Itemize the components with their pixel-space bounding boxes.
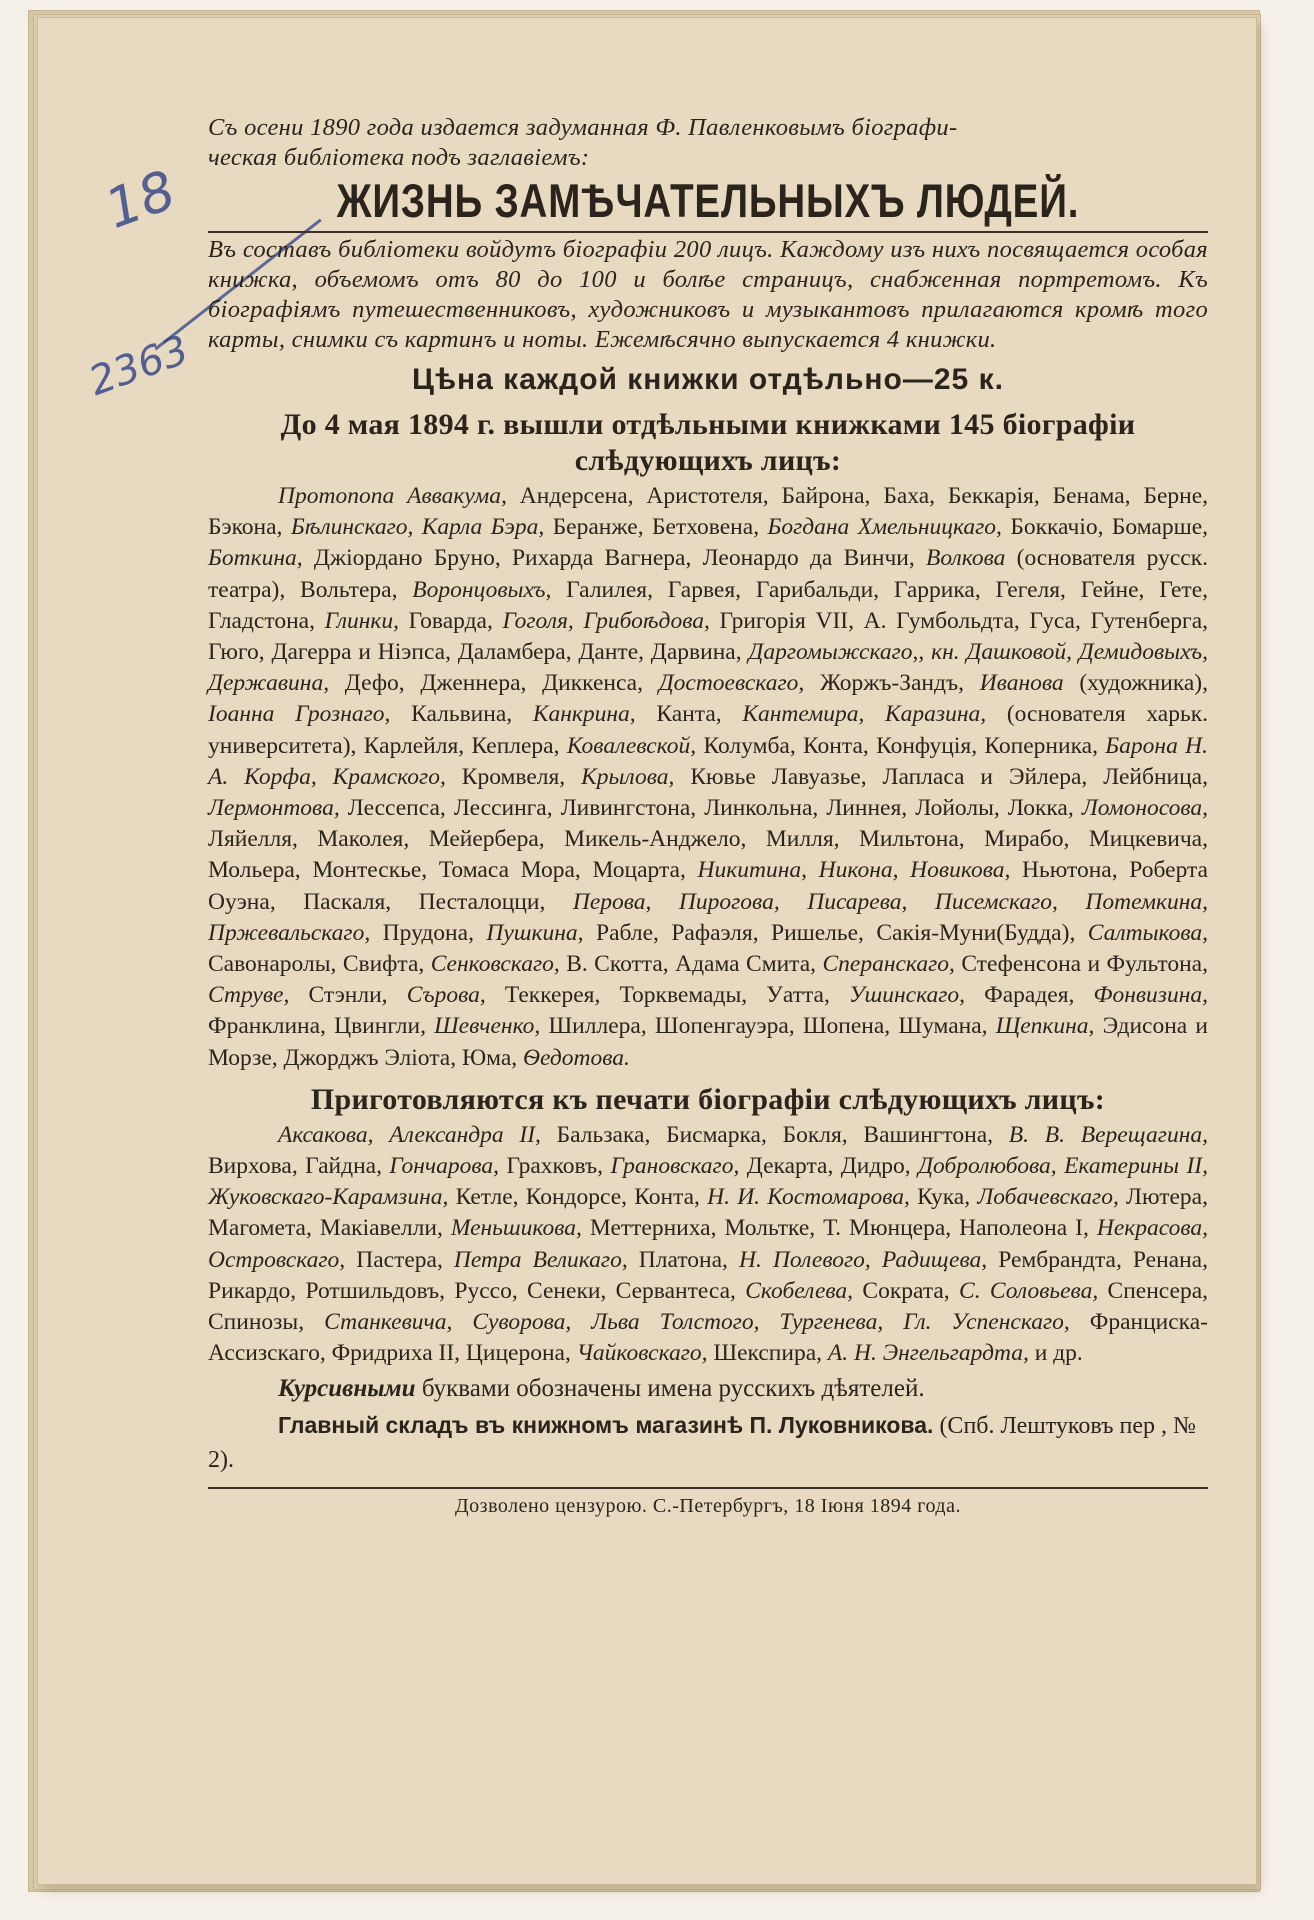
title-rule <box>208 231 1208 233</box>
italic-note-word: Курсивными <box>278 1375 416 1403</box>
document-body <box>208 113 1208 1518</box>
intro-line-2: ческая библіотека подъ заглавіемъ: <box>208 144 590 171</box>
published-heading-2: слѣдующихъ лицъ: <box>574 444 842 477</box>
preparing-biographies-list: Аксакова, Александра II, Бальзака, Бисмарка, Бокля, Вашингтона, В. В. Верещагина, Вирхова, Гайдна, Гончарова, Грахковъ, Грановскаго, Декарта, Дидро, Добролюбова, Екатерины II, Жуковскаго-Карамзина, Кетле, Кондорсе, Конта, Н. И. Костомарова, Кука, Лобачевскаго, Лютера, Магомета, Макіавелли, Меньшикова, Меттерниха, Мольтке, Т. Мюнцера, Наполеона I, Некрасова, Островскаго, Пастера, Петра Великаго, Платона, Н. Полевого, Радищева, Рембрандта, Ренана, Рикардо, Ротшильдовъ, Руссо, Сенеки, Сервантеса, Скобелева, Сократа, С. Соловьева, Спенсера, Спинозы, Станкевича, Суворова, Льва Толстого, Тургенева, Гл. Успенскаго, Франциска-Ассизскаго, Фридриха II, Цицерона, Чайковскаго, Шекспира, А. Н. Энгельгардта, и др. <box>208 1121 1209 1367</box>
store-text: Главный складъ въ книжномъ магазинѣ П. Луковникова. <box>278 1412 934 1439</box>
intro-line-1: Съ осени 1890 года издается задуманная Ф. Павленковымъ біографи- <box>208 114 958 141</box>
document-page <box>38 18 1256 1884</box>
italic-note-rest: буквами обозначены имена русскихъ дѣятелей. <box>415 1375 925 1403</box>
price-line: Цѣна каждой книжки отдѣльно—25 к. <box>412 363 1004 396</box>
store-address: (Спб. Лештуковъ пер , № 2). <box>208 1413 1196 1474</box>
store-info <box>208 1409 1208 1477</box>
published-heading-1: До 4 мая 1894 г. вышли отдѣльными книжками 145 біографіи <box>280 408 1136 441</box>
series-title: ЖИЗНЬ ЗАМѢЧАТЕЛЬНЫХЪ ЛЮДЕЙ. <box>336 174 1080 227</box>
published-biographies-list: Протопопа Аввакума, Андерсена, Аристотеля, Байрона, Баха, Беккарія, Бенама, Берне, Бэкона, Бѣлинскаго, Карла Бэра, Беранже, Бетховена, Богдана Хмельницкаго, Боккачіо, Бомарше, Боткина, Джіордано Бруно, Рихарда Вагнера, Леонардо да Винчи, Волкова (основателя русск. театра), Вольтера, Воронцовыхъ, Галилея, Гарвея, Гарибальди, Гаррика, Гегеля, Гейне, Гете, Гладстона, Глинки, Говарда, Гоголя, Грибоѣдова, Григорія VII, А. Гумбольдта, Гуса, Гутенберга, Гюго, Дагерра и Ніэпса, Даламбера, Данте, Дарвина, Даргомыжскаго,, кн. Дашковой, Демидовыхъ, Державина, Дефо, Дженнера, Диккенса, Достоевскаго, Жоржъ-Зандъ, Иванова (художника), Іоанна Грознаго, Кальвина, Канкрина, Канта, Кантемира, Каразина, (основателя харьк. университета), Карлейля, Кеплера, Ковалевской, Колумба, Конта, Конфуція, Коперника, Барона Н. А. Корфа, Крамского, Кромвеля, Крылова, Кювье Лавуазье, Лапласа и Эйлера, Лейбница, Лермонтова, Лессепса, Лессинга, Ливингстона, Линкольна, Линнея, Лойолы, Локка, Ломоносова, Ляйелля, Маколея, Мейербера, Микель-Анджело, Милля, Мильтона, Мирабо, Мицкевича, Мольера, Монтескье, Томаса Мора, Моцарта, Никитина, Никона, Новикова, Ньютона, Роберта Оуэна, Паскаля, Песталоцци, Перова, Пирогова, Писарева, Писемскаго, Потемкина, Пржевальскаго, Прудона, Пушкина, Рабле, Рафаэля, Ришелье, Сакія-Муни(Будда), Салтыкова, Савонаролы, Свифта, Сенковскаго, В. Скотта, Адама Смита, Сперанскаго, Стефенсона и Фультона, Струве, Стэнли, Сърова, Теккерея, Торквемады, Уатта, Ушинскаго, Фарадея, Фонвизина, Франклина, Цвингли, Шевченко, Шиллера, Шопенгауэра, Шопена, Шумана, Щепкина, Эдисона и Морзе, Джорджъ Эліота, Юма, Ѳедотова. <box>208 483 1209 1071</box>
handwritten-mark-1: 18 <box>97 158 184 241</box>
preparing-heading: Приготовляются къ печати біографіи слѣдующихъ лицъ: <box>310 1082 1106 1116</box>
footer-rule <box>208 1487 1208 1489</box>
censorship-line: Дозволено цензурою. С.-Петербургъ, 18 Іюня 1894 года. <box>455 1495 961 1518</box>
library-description: Въ составъ библіотеки войдутъ біографіи 200 лицъ. Каждому изъ нихъ посвящается особая книжка, объемомъ отъ 80 до 100 и болѣе страницъ, снабженная портретомъ. Къ біографіямъ путешественниковъ, художниковъ и музыкантовъ прилагаются кромѣ того карты, снимки съ картинъ и ноты. Ежемѣсячно выпускается 4 книжки. <box>208 236 1208 353</box>
italic-note <box>208 1375 1208 1403</box>
handwritten-mark-2: 2363 <box>83 326 195 406</box>
